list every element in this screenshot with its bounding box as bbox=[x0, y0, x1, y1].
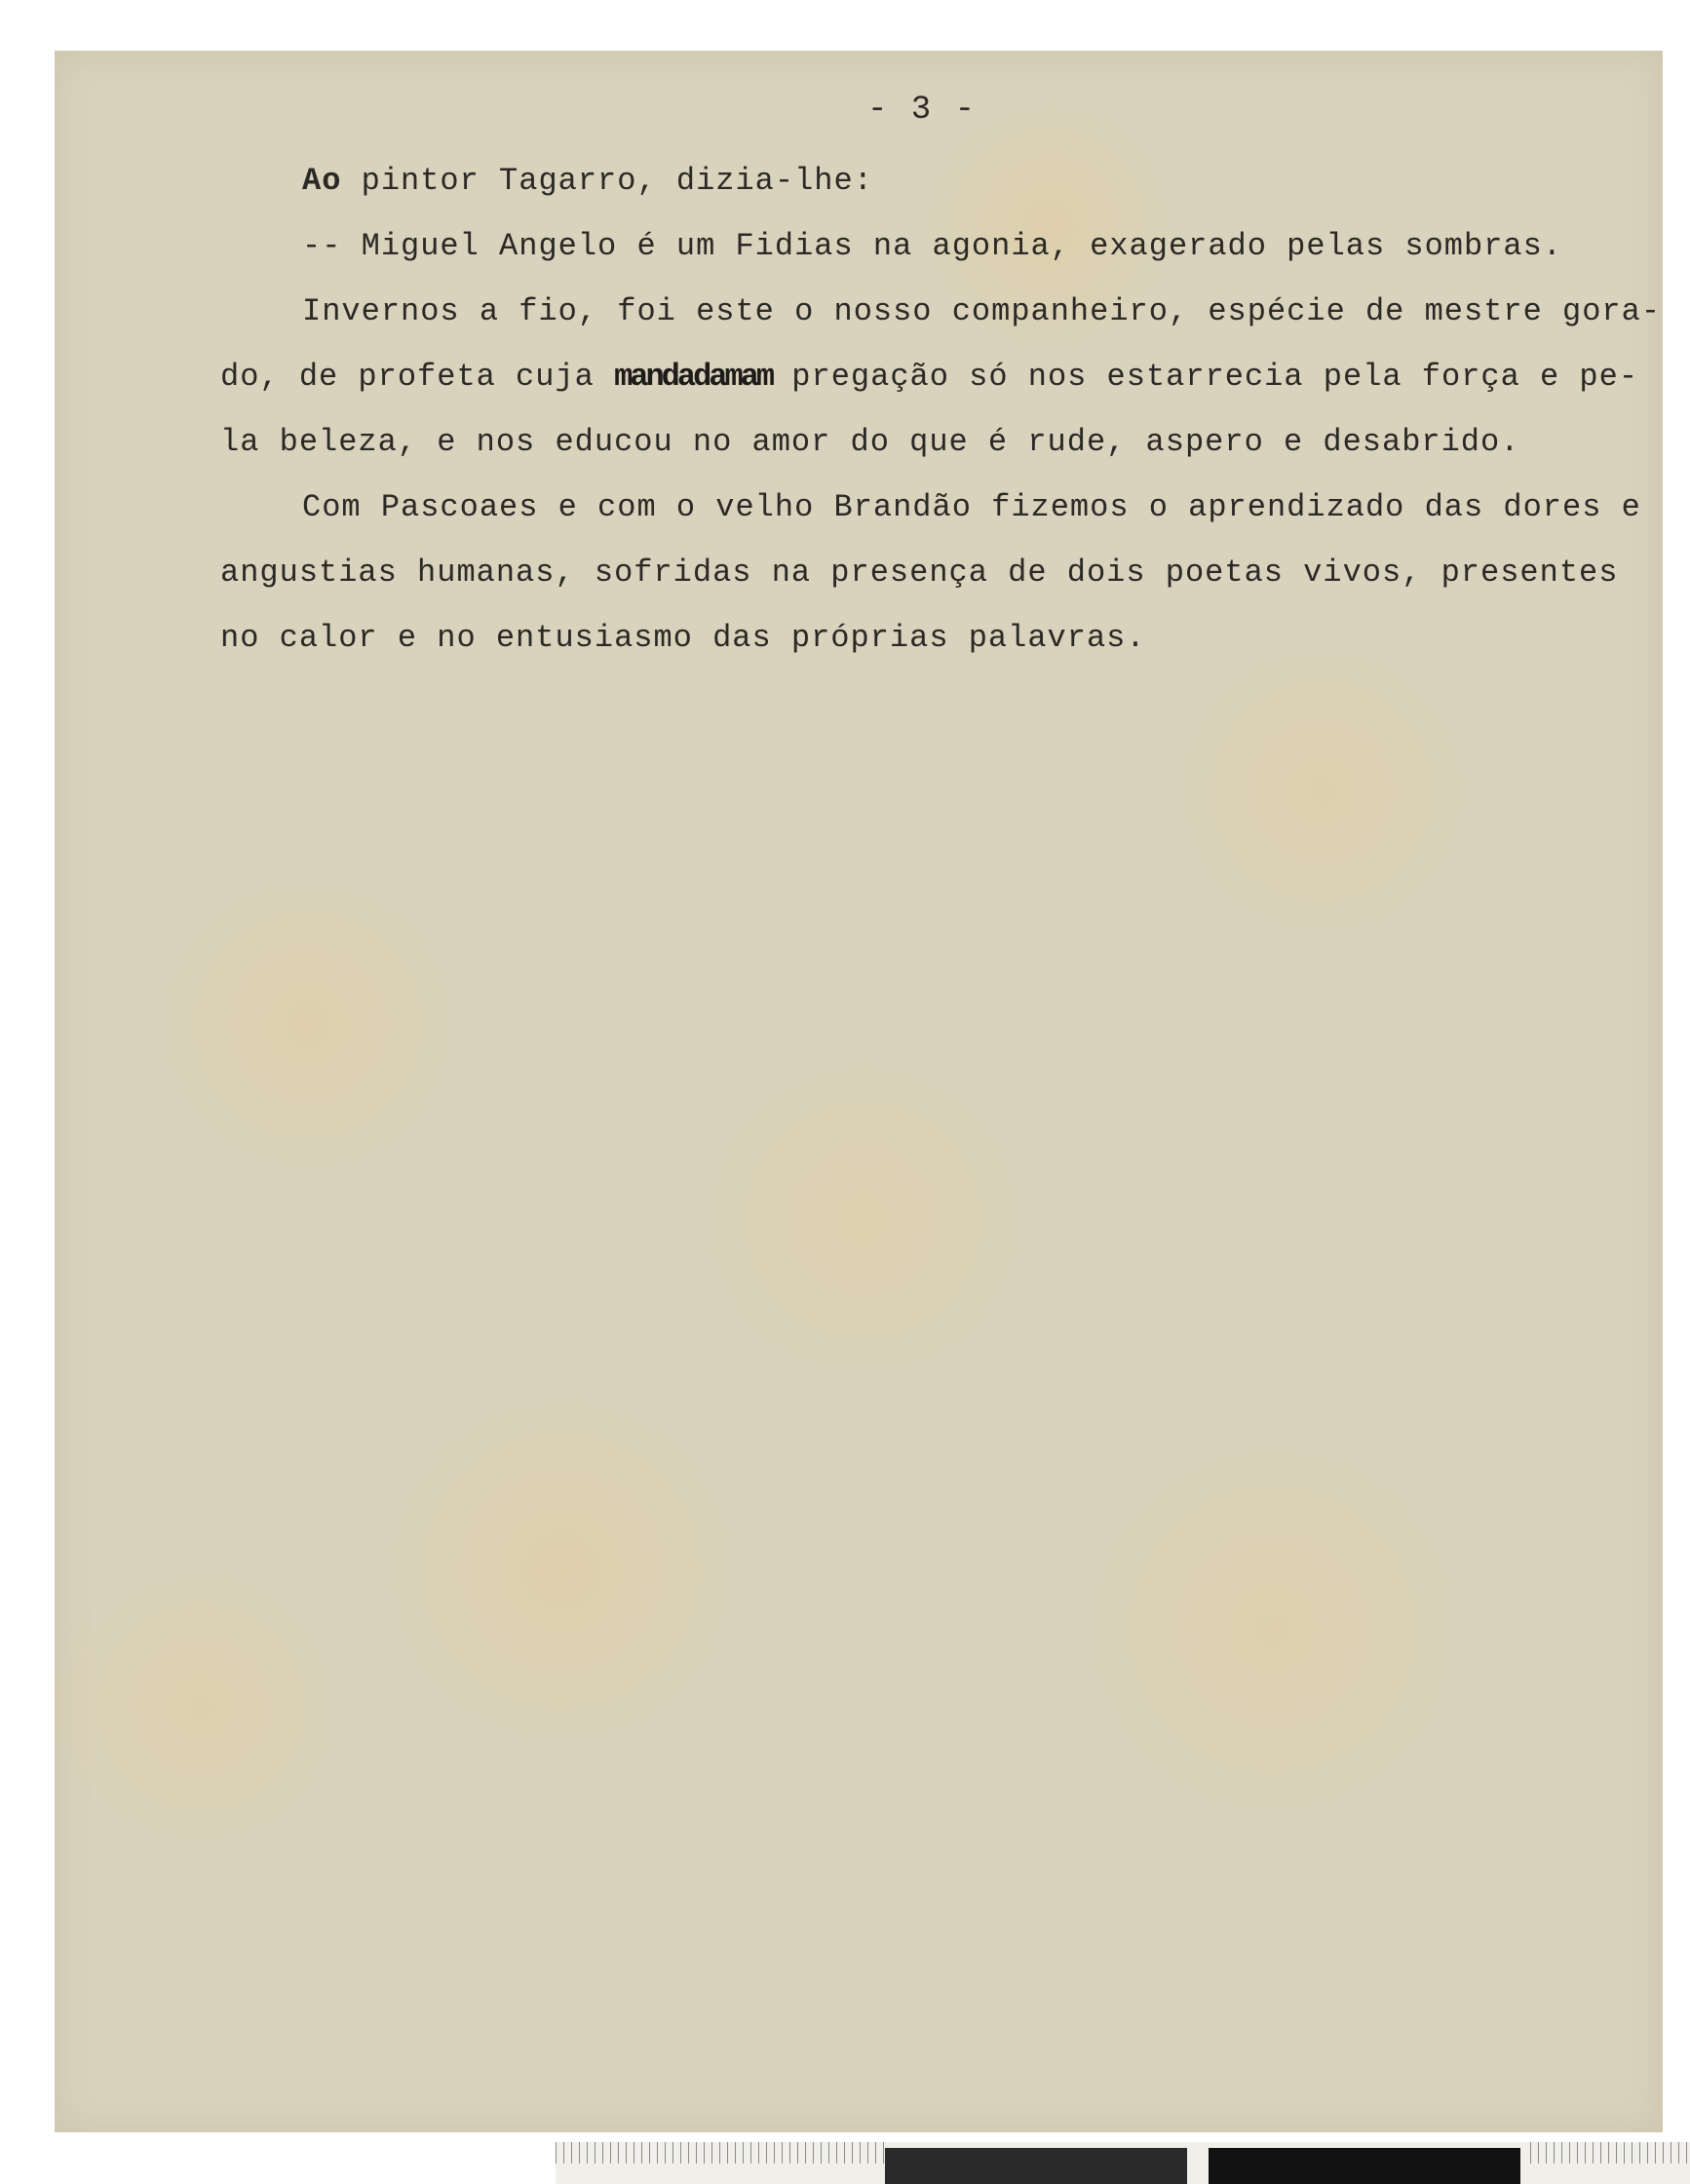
text-line-2: -- Miguel Angelo é um Fidias na agonia, exagerado pelas sombras. bbox=[302, 228, 1562, 264]
scale-ruler bbox=[556, 2142, 1690, 2184]
text-line-4 bbox=[220, 344, 1639, 409]
ruler-ticks-left bbox=[556, 2142, 887, 2164]
text-line-3: Invernos a fio, foi este o nosso companheiro, espécie de mestre gora- bbox=[302, 293, 1662, 329]
text-line-8: no calor e no entusiasmo das próprias palavras. bbox=[220, 620, 1146, 656]
text-line-4-start: do, de profeta cuja bbox=[220, 359, 615, 395]
overtyped-word: Ao bbox=[302, 163, 342, 199]
text-line-7: angustias humanas, sofridas na presença de dois poetas vivos, presentes bbox=[220, 555, 1619, 591]
ruler-ticks-right bbox=[1530, 2142, 1690, 2164]
text-line-5: la beleza, e nos educou no amor do que é rude, aspero e desabrido. bbox=[220, 424, 1520, 460]
text-line-1 bbox=[220, 148, 1624, 213]
ruler-block-dark-gray bbox=[885, 2148, 1187, 2184]
paper-sheet bbox=[55, 51, 1663, 2132]
ruler-block-black bbox=[1209, 2148, 1520, 2184]
text-line-4-end: pregação só nos estarrecia pela força e pe- bbox=[772, 359, 1639, 395]
typewritten-text bbox=[220, 148, 1662, 671]
text-line-1-rest: pintor Tagarro, dizia-lhe: bbox=[341, 163, 873, 199]
page-number: - 3 - bbox=[866, 92, 978, 129]
struck-through-word: mandadamam bbox=[614, 359, 773, 395]
text-line-6: Com Pascoaes e com o velho Brandão fizemos o aprendizado das dores e bbox=[302, 489, 1641, 525]
